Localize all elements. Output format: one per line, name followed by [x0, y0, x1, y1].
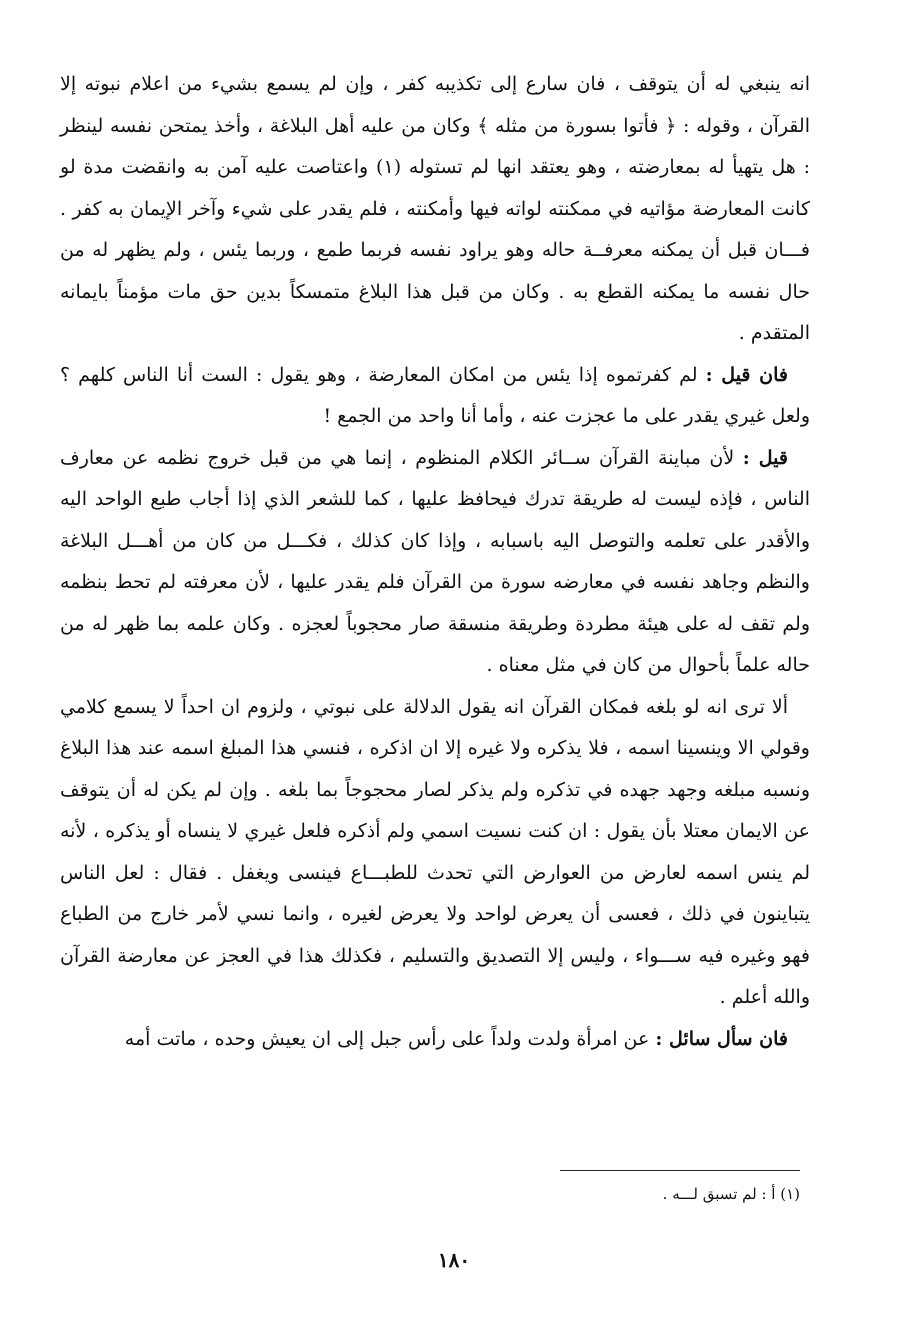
paragraph-lead: فان قيل : — [705, 363, 788, 386]
body-text — [60, 64, 810, 1060]
paragraph-text: انه ينبغي له أن يتوقف ، فان سارع إلى تكذيبه كفر ، وإن لم يسمع بشيء من اعلام نبوته إلا القرآن ، وقوله : ﴿ فأتوا بسورة من مثله ﴾ وكان من عليه أهل البلاغة ، وأخذ يمتحن نفسه لينظر : هل يتهيأ له بمعارضته ، وهو يعتقد انها لم تستوله (١) واعتاصت عليه آمن به وانقضت مدة لو كانت المعارضة مؤاتيه في ممكنته لواته فيها وأمكنته ، فلم يقدر على شيء وآخر الإيمان به كفر . فـــان قبل أن يمكنه معرفــة حاله وهو يراود نفسه فربما طمع ، وربما يئس ، ولم يظهر له من حال نفسه ما يمكنه القطع به . وكان من قبل هذا البلاغ متمسكاً بدين حق مات مؤمناً بايمانه المتقدم . — [60, 73, 810, 344]
paragraph-text: لم كفرتموه إذا يئس من امكان المعارضة ، وهو يقول : الست أنا الناس كلهم ؟ ولعل غيري يقدر على ما عجزت عنه ، وأما أنا واحد من الجمع ! — [60, 363, 810, 427]
footnote-divider — [560, 1170, 800, 1171]
footnote: (١) أ : لم تسبق لـــه . — [662, 1185, 800, 1203]
paragraph-lead: فان سأل سائل : — [655, 1027, 788, 1050]
paragraph-text: ألا ترى انه لو بلغه فمكان القرآن انه يقول الدلالة على نبوتي ، ولزوم ان احداً لا يسمع كلامي وقولي الا وينسينا اسمه ، فلا يذكره ولا غيره إلا ان اذكره ، فنسي هذا المبلغ اسمه عند هذا البلاغ ونسبه مبلغه وجهد جهده في تذكره ولم يذكر لصار محجوجاً بما بلغه . وإن لم يكن له أن يتوقف عن الايمان معتلا بأن يقول : ان كنت نسيت اسمي ولم أذكره فلعل غيري لا ينساه أو يذكره ، لأنه لم ينس اسمه لعارض من العوارض التي تحدث للطبـــاع فينسى ويغفل . فقال : لعل الناس يتباينون في ذلك ، فعسى أن يعرض لواحد ولا يعرض لغيره ، وانما نسي لأمر خارج من الطباع فهو وغيره فيه ســـواء ، وليس إلا التصديق والتسليم ، فكذلك هذا في العجز عن معارضة القرآن والله أعلم . — [60, 695, 810, 1008]
paragraph-text: عن امرأة ولدت ولداً على رأس جبل إلى ان يعيش وحده ، ماتت أمه — [124, 1027, 650, 1050]
paragraph-text: لأن مباينة القرآن ســائر الكلام المنظوم ، إنما هي من قبل خروج نظمه عن معارف الناس ، فإذه ليست له طريقة تدرك فيحافظ عليها ، كما للشعر الذي إذا أجاب طبع الواحد اليه والأقدر على تعلمه والتوصل اليه باسبابه ، وإذا كان كذلك ، فكـــل من كان من أهـــل البلاغة والنظم وجاهد نفسه في معارضه سورة من القرآن فلم يقدر عليها ، لأن معرفته لم تحط بنظمه ولم تقف له على هيئة مطردة وطريقة منسقة صار محجوباً لعجزه . وكان علمه بما ظهر له من حاله علماً بأحوال من كان في مثل معناه . — [60, 446, 810, 676]
paragraph — [60, 1019, 810, 1061]
paragraph — [60, 687, 810, 1019]
paragraph — [60, 64, 810, 355]
paragraph-lead: قيل : — [742, 446, 788, 469]
paragraph — [60, 438, 810, 687]
paragraph — [60, 355, 810, 438]
page-number: ١٨٠ — [437, 1248, 471, 1272]
